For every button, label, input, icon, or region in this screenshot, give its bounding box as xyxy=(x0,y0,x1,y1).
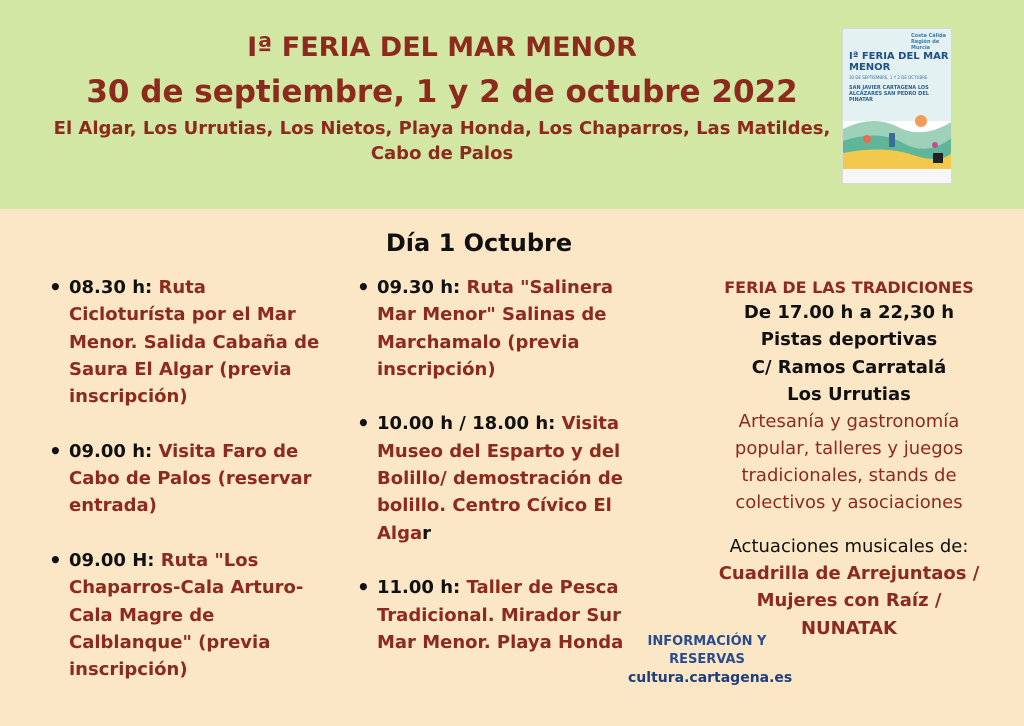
traditions-place: Pistas deportivas xyxy=(760,329,938,351)
info-url-link[interactable]: cultura.cartagena.es xyxy=(628,670,793,686)
day-title: Día 1 Octubre xyxy=(385,229,573,257)
item-time: 09.30 h: xyxy=(377,277,467,298)
item-text: Visita Faro de Cabo de Palos (reservar entrada) xyxy=(69,440,312,517)
list-item xyxy=(360,410,650,546)
list-item xyxy=(52,274,322,410)
list-item xyxy=(360,274,650,383)
traditions-fair-column xyxy=(706,277,992,642)
traditions-town: Los Urrutias xyxy=(787,383,911,405)
music-label: Actuaciones musicales de: xyxy=(729,536,969,558)
poster-logo: Costa Cálida Región de Murcia xyxy=(911,33,947,51)
poster-subtitle: 30 DE SEPTIEMBRE, 1 Y 2 DE OCTUBRE xyxy=(849,75,928,80)
item-time: 11.00 h: xyxy=(377,577,467,599)
poster-illustration xyxy=(843,109,952,169)
info-reservations xyxy=(628,633,793,687)
music-groups: Cuadrilla de Arrejuntaos / Mujeres con Raíz / NUNATAK xyxy=(718,563,980,639)
traditions-street: C/ Ramos Carratalá xyxy=(751,356,947,378)
list-item xyxy=(52,438,322,520)
schedule-column-2 xyxy=(360,274,650,683)
item-time: 10.00 h / 18.00 h: xyxy=(377,413,562,435)
poster-sponsors xyxy=(843,169,952,184)
header-banner xyxy=(0,0,1024,209)
event-title: Iª FERIA DEL MAR MENOR xyxy=(247,32,637,63)
list-item xyxy=(52,547,322,683)
event-locations: El Algar, Los Urrutias, Los Nietos, Playa Honda, Los Chaparros, Las Matildes, Cabo de Palos xyxy=(53,118,831,164)
event-dates: 30 de septiembre, 1 y 2 de octubre 2022 xyxy=(86,74,798,110)
info-line-2: RESERVAS xyxy=(669,652,745,667)
traditions-schedule: De 17.00 h a 22,30 h xyxy=(743,302,955,323)
traditions-heading: FERIA DE LAS TRADICIONES xyxy=(724,278,974,297)
item-text: Ruta Cicloturísta por el Mar Menor. Salida Cabaña de Saura El Algar (previa inscripción) xyxy=(69,277,320,408)
schedule-column-1 xyxy=(52,274,322,711)
event-poster xyxy=(842,28,952,184)
list-item xyxy=(360,574,650,656)
traditions-description: Artesanía y gastronomía popular, talleres y juegos tradicionales, stands de colectivos y asociaciones xyxy=(734,411,964,514)
item-text: Visita Museo del Esparto y del Bolillo/ demostración de bolillo. Centro Cívico El Alga xyxy=(377,413,623,544)
item-text: Ruta "Salinera Mar Menor" Salinas de Marchamalo (previa inscripción) xyxy=(377,277,614,380)
item-time: 09.00 h: xyxy=(69,440,159,462)
item-time: 08.30 h: xyxy=(69,277,159,298)
poster-cities: SAN JAVIER CARTAGENA LOS ALCÁZARES SAN PEDRO DEL PINATAR xyxy=(849,85,929,103)
item-text: Taller de Pesca Tradicional. Mirador Sur Mar Menor. Playa Honda xyxy=(377,577,624,653)
info-line-1: INFORMACIÓN Y xyxy=(647,634,767,649)
item-time: 09.00 H: xyxy=(69,549,161,571)
poster-title: Iª FERIA DEL MAR MENOR xyxy=(849,51,949,73)
item-text: Ruta "Los Chaparros-Cala Arturo-Cala Magre de Calblanque" (previa inscripción) xyxy=(69,549,304,681)
item-text-tail: r xyxy=(422,522,432,544)
